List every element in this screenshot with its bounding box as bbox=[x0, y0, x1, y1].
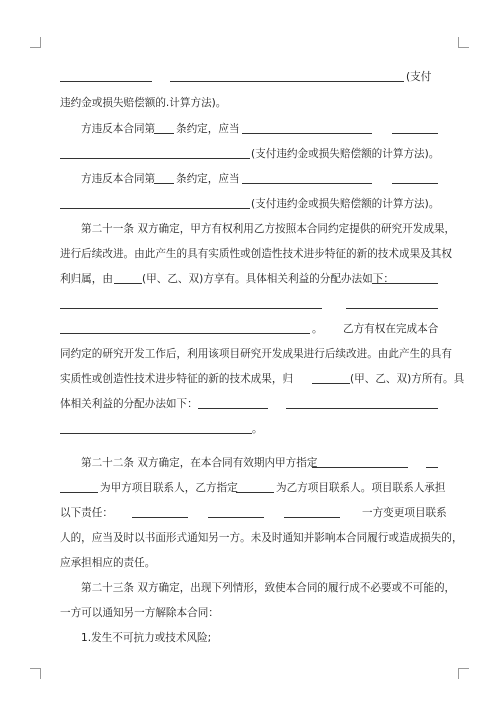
text-segment: 应承担相应的责任。 bbox=[60, 557, 156, 569]
text-segment: 进行后续改进。由此产生的具有实质性或创造性技术进步特征的新的技术成果及其权 bbox=[60, 248, 452, 260]
text-segment: 第二十三条 双方确定，出现下列情形，致使本合同的履行成不必要或不可能的， bbox=[81, 582, 456, 594]
fill-blank bbox=[312, 383, 350, 384]
text-segment: (甲、乙、双)方所有。具 bbox=[350, 373, 465, 385]
text-segment: (支付违约金或损失赔偿额的计算方法)。 bbox=[251, 148, 440, 160]
fill-blank bbox=[236, 492, 274, 493]
fill-blank bbox=[426, 467, 438, 468]
text-segment: 第二十二条 双方确定，在本合同有效期内甲方指定 bbox=[81, 457, 318, 469]
fill-blank bbox=[60, 81, 152, 82]
text-line bbox=[0, 247, 500, 265]
fill-blank bbox=[154, 133, 174, 134]
text-line bbox=[0, 197, 500, 215]
fill-blank bbox=[286, 408, 438, 409]
text-segment: 条约定，应当 bbox=[176, 173, 240, 185]
fill-blank bbox=[372, 283, 438, 284]
text-line bbox=[0, 422, 500, 440]
text-line bbox=[0, 297, 500, 315]
text-segment: 。 bbox=[312, 323, 323, 335]
text-segment: (支付违约金或损失赔偿额的计算方法)。 bbox=[251, 198, 440, 210]
text-line bbox=[0, 272, 500, 290]
fill-blank bbox=[132, 517, 188, 518]
fill-blank bbox=[392, 183, 438, 184]
fill-blank bbox=[312, 467, 408, 468]
text-line bbox=[0, 147, 500, 165]
fill-blank bbox=[60, 492, 98, 493]
fill-blank bbox=[154, 183, 174, 184]
text-segment: 一方可以通知另一方解除本合同： bbox=[60, 607, 219, 619]
text-segment: 方违反本合同第 bbox=[81, 123, 156, 135]
text-segment: 1.发生不可抗力或技术风险; bbox=[81, 632, 212, 644]
fill-blank bbox=[114, 283, 142, 284]
text-segment: 体相关利益的分配办法如下： bbox=[60, 398, 198, 410]
text-segment: (甲、乙、双)方享有。具体相关利益的分配办法如下： bbox=[142, 273, 394, 285]
text-segment: 乙方有权在完成本合 bbox=[343, 323, 439, 335]
text-line bbox=[0, 322, 500, 340]
text-line bbox=[0, 531, 500, 549]
fill-blank bbox=[60, 158, 250, 159]
text-line bbox=[0, 456, 500, 474]
text-segment: 同约定的研究开发工作后，利用该项目研究开发成果进行后续改进。由此产生的具有 bbox=[60, 348, 452, 360]
text-segment: 违约金或损失赔偿额的.计算方法)。 bbox=[60, 97, 227, 109]
text-line bbox=[0, 581, 500, 599]
text-line bbox=[0, 397, 500, 415]
text-segment: 方违反本合同第 bbox=[81, 173, 156, 185]
text-line bbox=[0, 70, 500, 88]
text-line bbox=[0, 556, 500, 574]
text-line bbox=[0, 481, 500, 499]
fill-blank bbox=[392, 133, 438, 134]
text-segment: 为甲方项目联系人，乙方指定 bbox=[100, 482, 238, 494]
text-segment: 人的，应当及时以书面形式通知另一方。未及时通知并影响本合同履行或造成损失的， bbox=[60, 532, 463, 544]
text-segment: 条约定，应当 bbox=[176, 123, 240, 135]
text-line bbox=[0, 347, 500, 365]
text-segment: 。 bbox=[252, 423, 263, 435]
fill-blank bbox=[346, 308, 438, 309]
text-segment: (支付 bbox=[406, 71, 432, 83]
fill-blank bbox=[284, 517, 340, 518]
text-segment: 以下责任： bbox=[60, 507, 113, 519]
text-segment: 为乙方项目联系人。项目联系人承担 bbox=[276, 482, 446, 494]
fill-blank bbox=[208, 517, 264, 518]
fill-blank bbox=[60, 433, 252, 434]
text-line bbox=[0, 631, 500, 649]
fill-blank bbox=[242, 133, 372, 134]
text-line bbox=[0, 96, 500, 114]
text-segment: 利归属，由 bbox=[60, 273, 113, 285]
fill-blank bbox=[60, 208, 250, 209]
fill-blank bbox=[60, 333, 310, 334]
text-segment: 一方变更项目联系 bbox=[362, 507, 447, 519]
text-line bbox=[0, 172, 500, 190]
text-segment: 实质性或创造性技术进步特征的新的技术成果，归 bbox=[60, 373, 294, 385]
text-line bbox=[0, 222, 500, 240]
fill-blank bbox=[60, 308, 322, 309]
text-line bbox=[0, 606, 500, 624]
text-segment: 第二十一条 双方确定，甲方有权利用乙方按照本合同约定提供的研究开发成果， bbox=[81, 223, 456, 235]
fill-blank bbox=[170, 81, 404, 82]
fill-blank bbox=[242, 183, 372, 184]
text-line bbox=[0, 506, 500, 524]
text-line bbox=[0, 372, 500, 390]
fill-blank bbox=[198, 408, 268, 409]
text-line bbox=[0, 122, 500, 140]
